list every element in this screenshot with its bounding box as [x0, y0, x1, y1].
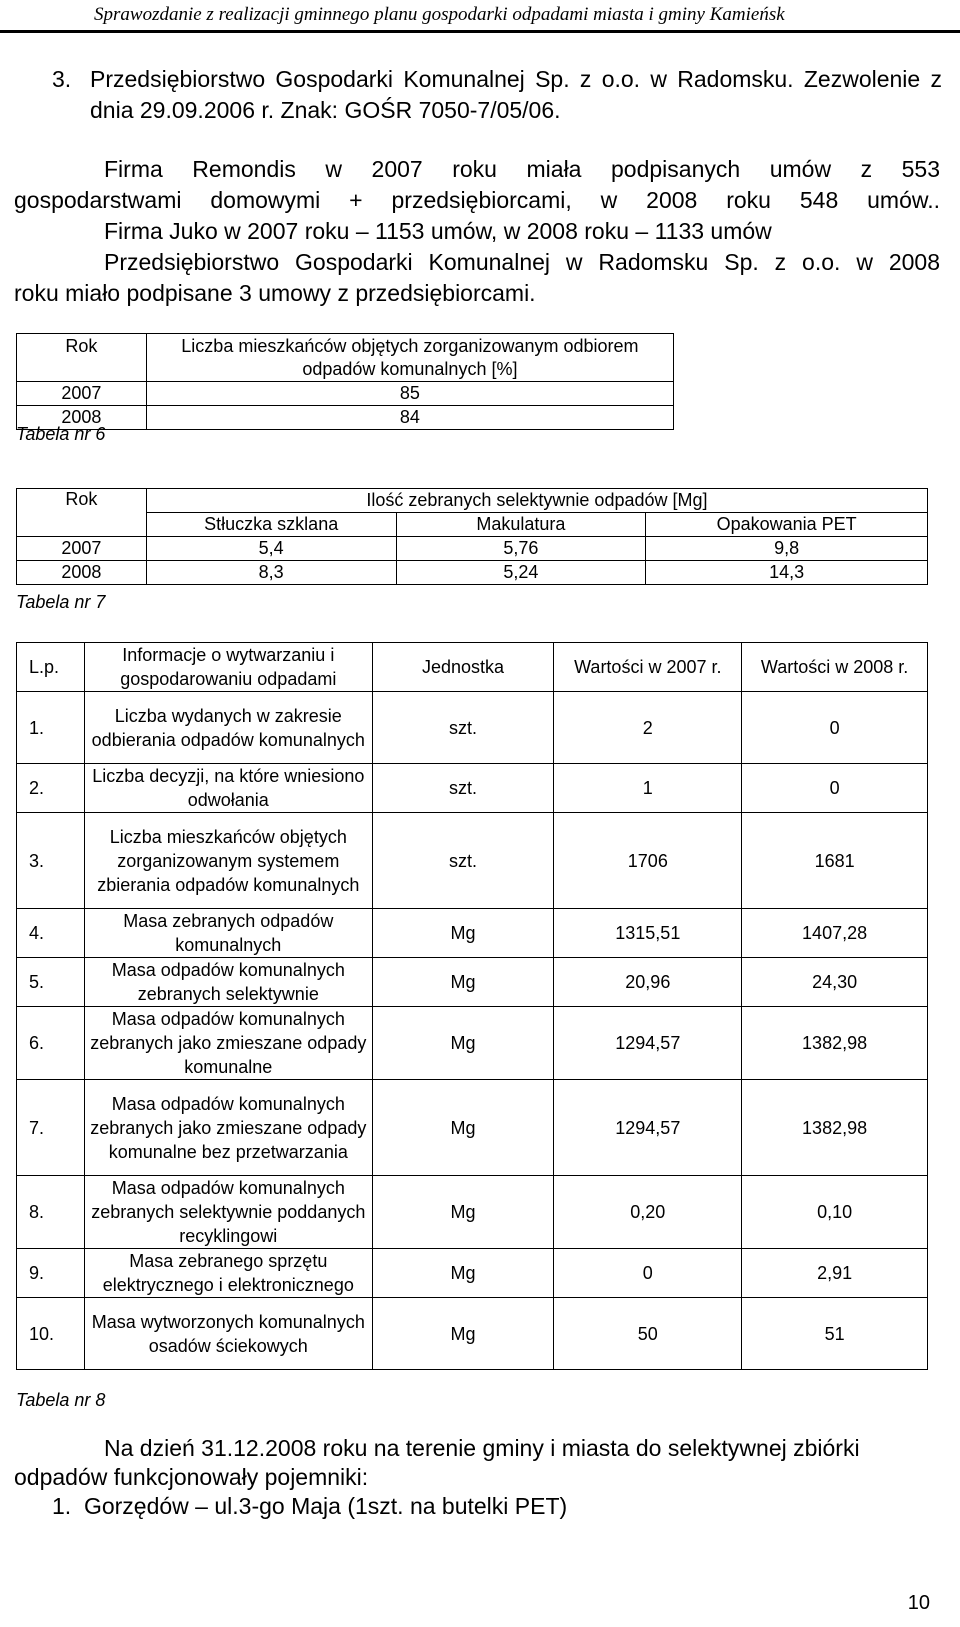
table-cell: 8.: [17, 1176, 85, 1249]
table-row: [17, 406, 674, 430]
list-number: 3.: [52, 66, 72, 92]
table-header: Wartości w 2007 r.: [554, 643, 742, 692]
table-cell: Masa odpadów komunalnych zebranych jako zmieszane odpady komunalne: [84, 1007, 372, 1080]
table-row: [17, 692, 928, 764]
table-cell: szt.: [372, 764, 554, 813]
table-cell: 6.: [17, 1007, 85, 1080]
table-row: [17, 1080, 928, 1176]
table-cell: 1294,57: [554, 1080, 742, 1176]
table-row: [17, 537, 928, 561]
bottom-line-2: odpadów funkcjonowały pojemniki:: [14, 1464, 369, 1490]
table-cell: Mg: [372, 1176, 554, 1249]
table-cell: 2008: [17, 406, 147, 430]
table-cell: 10.: [17, 1298, 85, 1370]
table-cell: 14,3: [646, 561, 928, 585]
table-cell: 1: [554, 764, 742, 813]
table-caption: Tabela nr 8: [16, 1390, 106, 1410]
table-row: [17, 561, 928, 585]
header-title: Sprawozdanie z realizacji gminnego planu gospodarki odpadami miasta i gminy Kamieńsk: [94, 4, 785, 25]
table-header: L.p.: [17, 643, 85, 692]
table-cell: 0: [742, 764, 928, 813]
page-number: 10: [907, 1592, 930, 1614]
table-cell: 24,30: [742, 958, 928, 1007]
table-cell: 20,96: [554, 958, 742, 1007]
table-cell: 50: [554, 1298, 742, 1370]
table-row: [17, 1007, 928, 1080]
table-cell: Mg: [372, 1298, 554, 1370]
table-cell: Mg: [372, 1080, 554, 1176]
table-cell: szt.: [372, 813, 554, 909]
para-line: gospodarstwami domowymi + przedsiębiorcami, w 2008 roku 548 umów..: [14, 187, 940, 213]
table-cell: 9.: [17, 1249, 85, 1298]
table-8: [16, 642, 928, 1370]
table-cell: Liczba decyzji, na które wniesiono odwołania: [84, 764, 372, 813]
table-cell: 8,3: [146, 561, 396, 585]
table-cell: 1294,57: [554, 1007, 742, 1080]
table-caption: Tabela nr 7: [16, 592, 106, 612]
table-header: Jednostka: [372, 643, 554, 692]
list-text: Przedsiębiorstwo Gospodarki Komunalnej Sp. z o.o. w Radomsku. Zezwolenie z dnia 29.09.2006 r. Znak: GOŚR 7050-7/05/06.: [90, 66, 942, 123]
para-line: Firma Remondis w 2007 roku miała podpisanych umów z 553: [104, 156, 940, 182]
table-row: [17, 1249, 928, 1298]
table-cell: Masa zebranego sprzętu elektrycznego i elektronicznego: [84, 1249, 372, 1298]
table-cell: Masa wytworzonych komunalnych osadów ściekowych: [84, 1298, 372, 1370]
table-cell: 0: [554, 1249, 742, 1298]
table-subheader: Makulatura: [396, 513, 646, 537]
table-cell: 85: [146, 382, 673, 406]
table-cell: 1315,51: [554, 909, 742, 958]
table-6: [16, 333, 674, 430]
table-row: [17, 1298, 928, 1370]
table-subheader: Opakowania PET: [646, 513, 928, 537]
table-cell: Mg: [372, 1249, 554, 1298]
table-cell: 2008: [17, 561, 147, 585]
table-cell: 2: [554, 692, 742, 764]
table-cell: szt.: [372, 692, 554, 764]
table-cell: 3.: [17, 813, 85, 909]
table-cell: 1.: [17, 692, 85, 764]
table-row: [17, 813, 928, 909]
table-cell: 9,8: [646, 537, 928, 561]
table-cell: 5.: [17, 958, 85, 1007]
table-cell: 2,91: [742, 1249, 928, 1298]
para-line: roku miało podpisane 3 umowy z przedsiębiorcami.: [14, 280, 536, 306]
table-cell: 1382,98: [742, 1080, 928, 1176]
table-cell: 1407,28: [742, 909, 928, 958]
para-line: Firma Juko w 2007 roku – 1153 umów, w 2008 roku – 1133 umów: [104, 218, 772, 244]
table-cell: Masa odpadów komunalnych zebranych selektywnie poddanych recyklingowi: [84, 1176, 372, 1249]
table-header: Rok: [17, 334, 147, 382]
table-cell: Liczba mieszkańców objętych zorganizowanym systemem zbierania odpadów komunalnych: [84, 813, 372, 909]
table-cell: Liczba wydanych w zakresie odbierania odpadów komunalnych: [84, 692, 372, 764]
table-cell: Mg: [372, 909, 554, 958]
table-caption: Tabela nr 6: [16, 424, 106, 444]
page-header: [0, 0, 960, 33]
table-cell: 84: [146, 406, 673, 430]
table-cell: 2007: [17, 537, 147, 561]
table-cell: 4.: [17, 909, 85, 958]
table-cell: 0: [742, 692, 928, 764]
table-header: Ilość zebranych selektywnie odpadów [Mg]: [146, 489, 927, 513]
table-header: Informacje o wytwarzaniu i gospodarowaniu odpadami: [84, 643, 372, 692]
table-cell: Masa zebranych odpadów komunalnych: [84, 909, 372, 958]
table-cell: 0,20: [554, 1176, 742, 1249]
table-cell: 5,4: [146, 537, 396, 561]
table-cell: Mg: [372, 1007, 554, 1080]
table-cell: 2007: [17, 382, 147, 406]
list-item-3: [52, 64, 942, 126]
table-cell: 0,10: [742, 1176, 928, 1249]
table-cell: Masa odpadów komunalnych zebranych jako zmieszane odpady komunalne bez przetwarzania: [84, 1080, 372, 1176]
table-row: [17, 382, 674, 406]
table-header: Rok: [17, 489, 147, 537]
table-header: Liczba mieszkańców objętych zorganizowanym odbiorem odpadów komunalnych [%]: [146, 334, 673, 382]
table-row: [17, 958, 928, 1007]
table-header: Wartości w 2008 r.: [742, 643, 928, 692]
table-cell: 1706: [554, 813, 742, 909]
table-subheader: Stłuczka szklana: [146, 513, 396, 537]
table-cell: Masa odpadów komunalnych zebranych selektywnie: [84, 958, 372, 1007]
table-row: [17, 764, 928, 813]
table-cell: 7.: [17, 1080, 85, 1176]
table-cell: Mg: [372, 958, 554, 1007]
table-cell: 1382,98: [742, 1007, 928, 1080]
table-row: [17, 1176, 928, 1249]
paragraph-contracts: [14, 154, 940, 309]
table-cell: 51: [742, 1298, 928, 1370]
table-7: [16, 488, 928, 585]
table-cell: 5,24: [396, 561, 646, 585]
table-cell: 1681: [742, 813, 928, 909]
table-cell: 5,76: [396, 537, 646, 561]
bottom-line-1: Na dzień 31.12.2008 roku na terenie gminy i miasta do selektywnej zbiórki: [104, 1435, 860, 1461]
bottom-list-item-1: 1. Gorzędów – ul.3-go Maja (1szt. na butelki PET): [52, 1493, 568, 1519]
table-row: [17, 909, 928, 958]
para-line: Przedsiębiorstwo Gospodarki Komunalnej w Radomsku Sp. z o.o. w 2008: [104, 249, 940, 275]
table-cell: 2.: [17, 764, 85, 813]
